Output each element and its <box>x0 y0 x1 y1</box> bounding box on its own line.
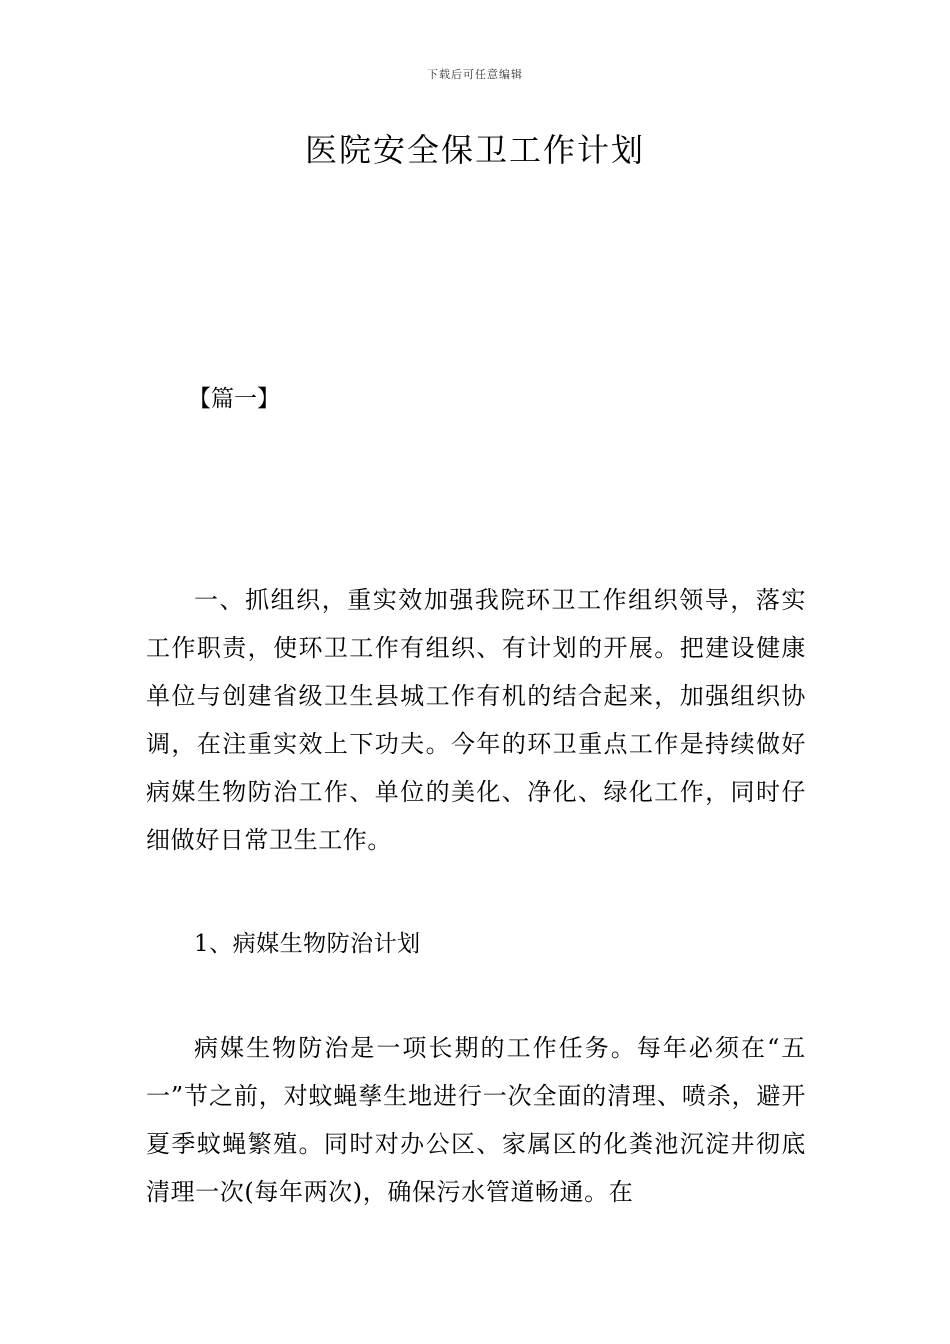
subheading-1: 1、病媒生物防治计划 <box>194 931 421 957</box>
document-title: 医院安全保卫工作计划 <box>304 131 645 169</box>
paragraph-1: 一、抓组织，重实效加强我院环卫工作组织领导，落实工作职责，使环卫工作有组织、有计划的开展。把建设健康单位与创建省级卫生县城工作有机的结合起来，加强组织协调，在注重实效上下功夫。今年的环卫重点工作是持续做好病媒生物防治工作、单位的美化、净化、绿化工作，同时仔细做好日常卫生工作。 <box>146 586 806 854</box>
paragraph-2: 病媒生物防治是一项长期的工作任务。每年必须在“五一”节之前，对蚊蝇孳生地进行一次全面的清理、喷杀，避开夏季蚊蝇繁殖。同时对办公区、家属区的化粪池沉淀井彻底清理一次(每年两次)，确保污水管道畅通。在 <box>146 1034 806 1206</box>
section-tag: 【篇一】 <box>188 386 280 412</box>
header-note: 下载后可任意编辑 <box>427 68 523 81</box>
